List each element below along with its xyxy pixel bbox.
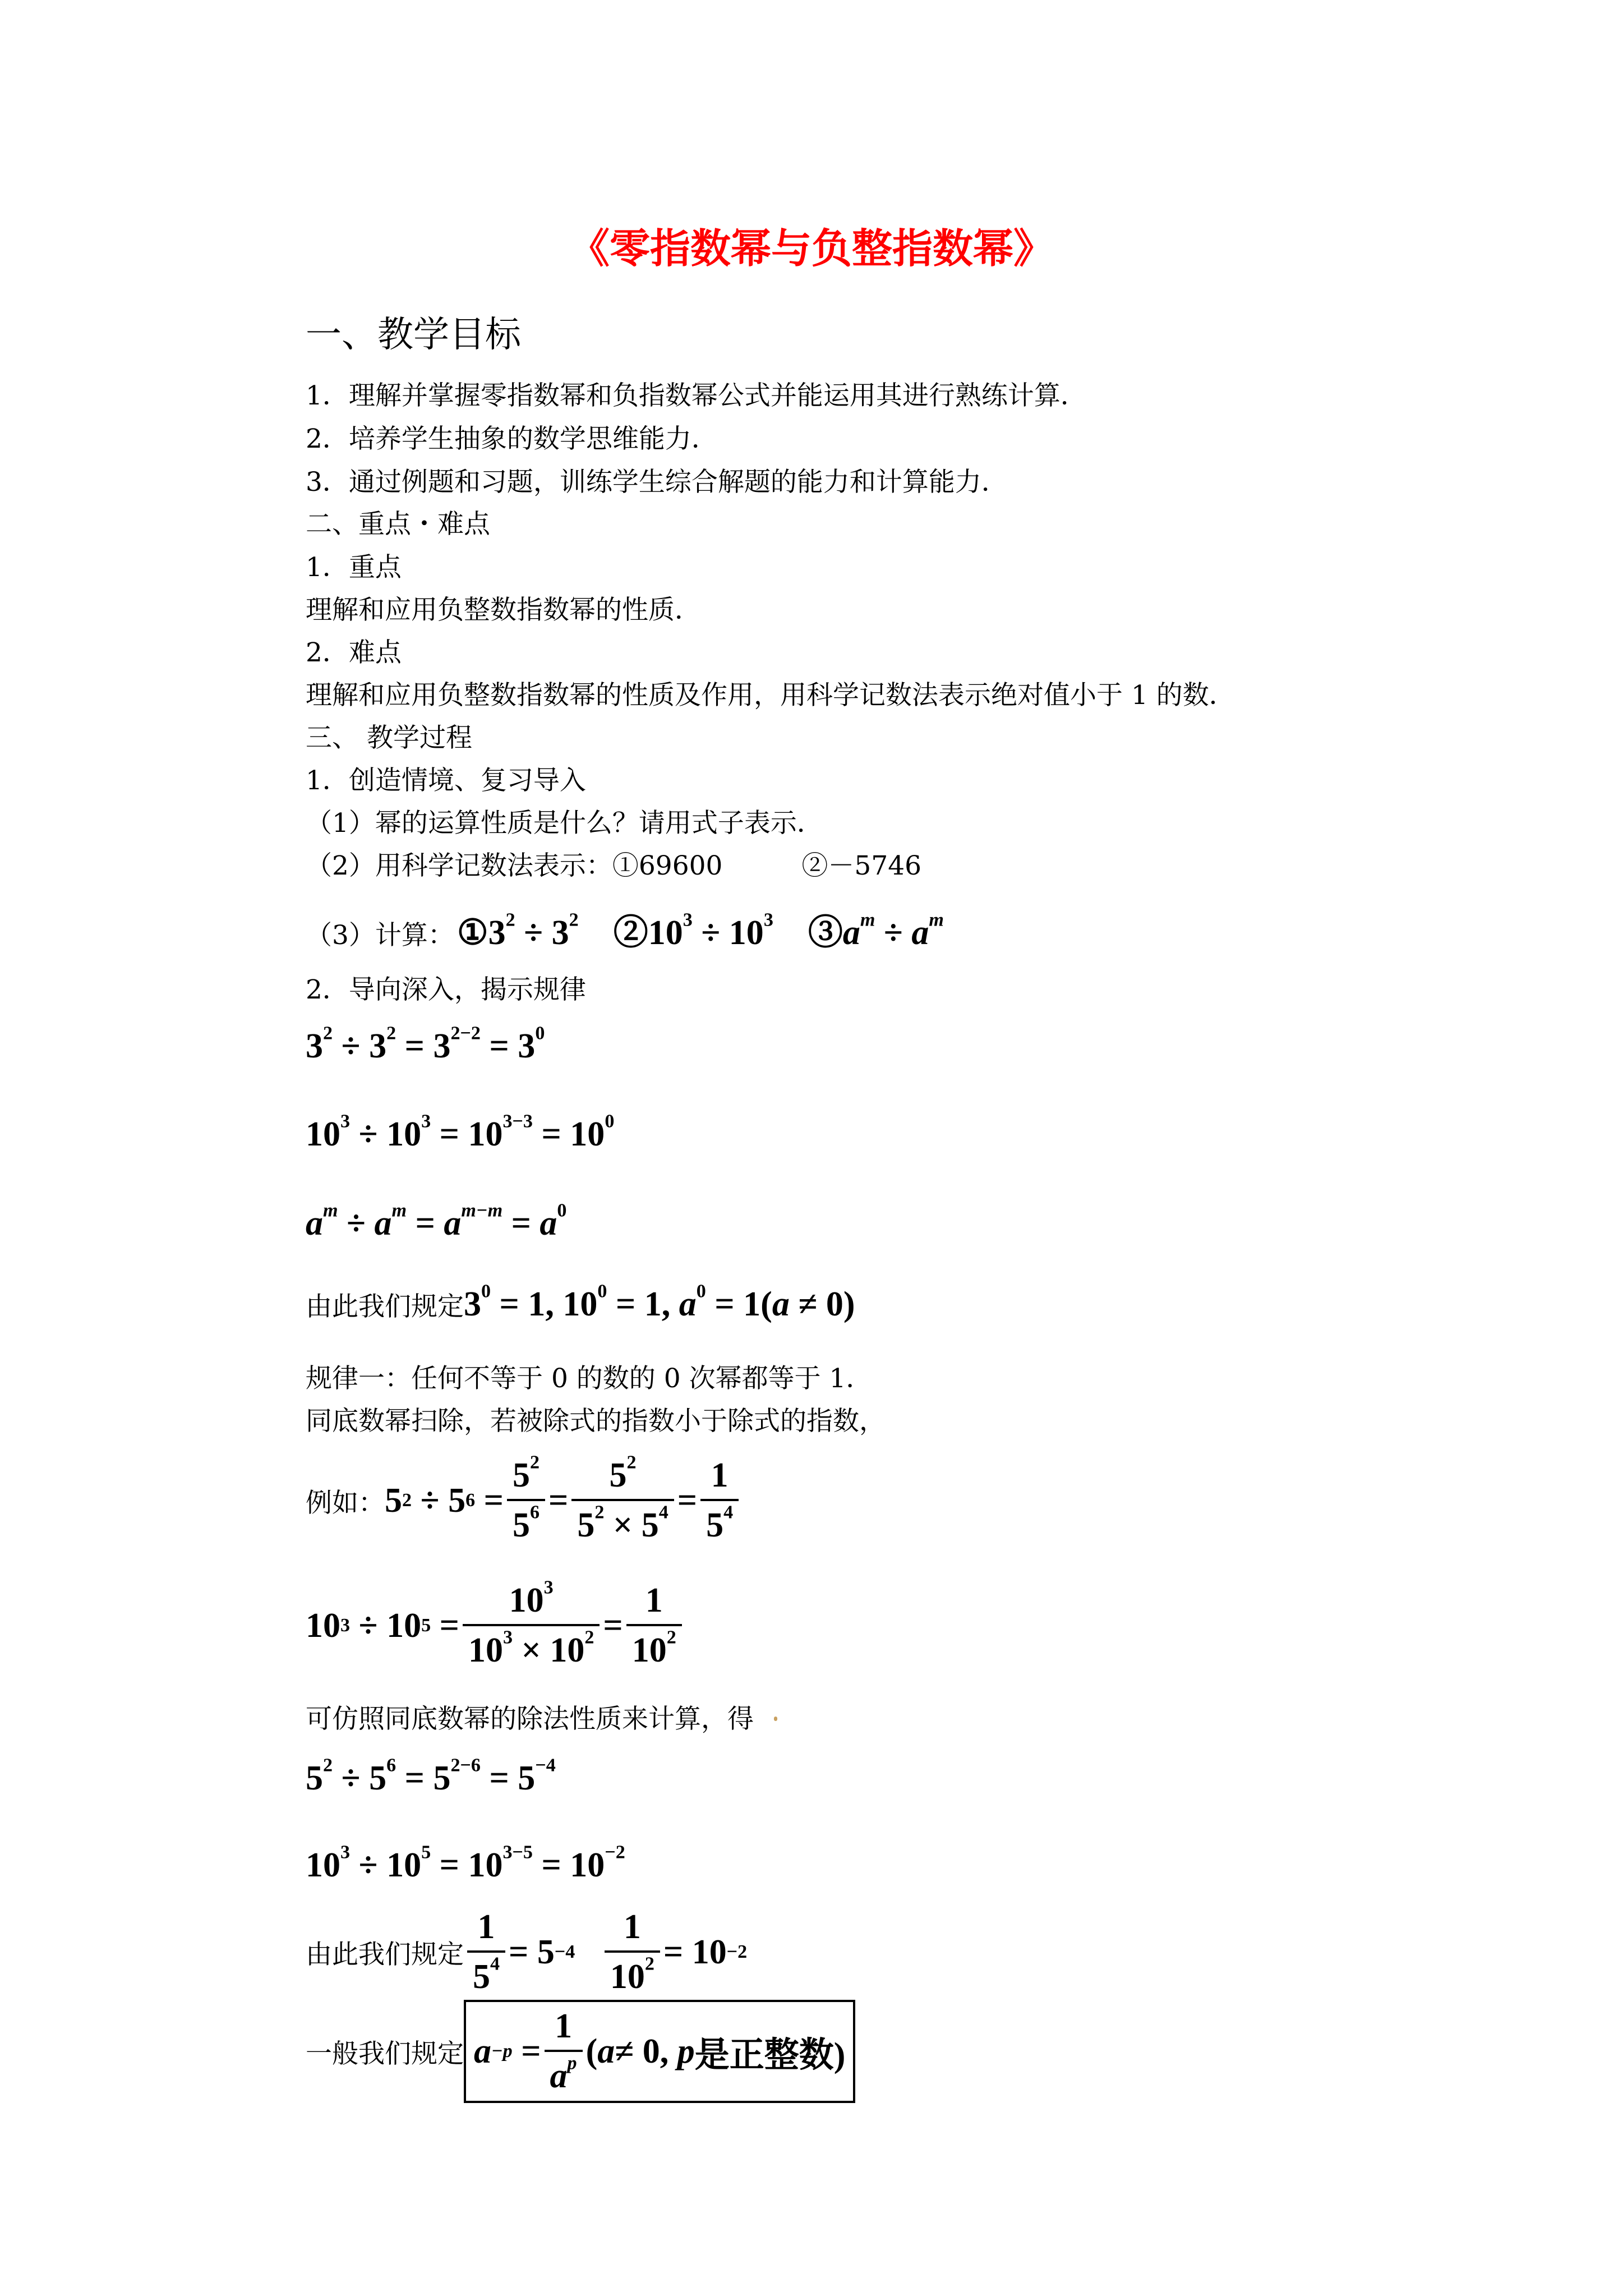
formula-negative-5: $5^2 \div 5^6 = 5^{2-6} = 5^{-4}$	[306, 1755, 556, 1797]
objective-item-1: 1．理解并掌握零指数幂和负指数幂公式并能运用其进行熟练计算．	[306, 380, 1087, 411]
key-point-text: 理解和应用负整数指数幂的性质．	[306, 595, 701, 625]
negative-definition-formula: $\frac{1}{5^4}$ = 5 −4 $\frac{1}{10^2}$ = 10 −2	[464, 1907, 747, 1997]
section-heading-objectives: 一、教学目标	[306, 314, 521, 356]
key-point-label: 1．重点	[306, 552, 402, 583]
formula-power-a-zero: $a^m \div a^m = a^{m-m} = a^0$	[306, 1200, 567, 1243]
example-label: 例如：	[306, 1487, 385, 1519]
general-definition	[306, 2000, 855, 2103]
example-5-formula: 5 2 ÷ 5 6 = $\frac{5^2}{5^6}$ = $\frac{5^2}{5^2 \times 5^4}$ = $\frac{1}{5^4}$	[385, 1456, 742, 1545]
imitate-text: 可仿照同底数幂的除法性质来计算，得	[306, 1704, 754, 1734]
rule-one: 规律一：任何不等于 0 的数的 0 次幂都等于 1．	[306, 1363, 873, 1394]
difficult-point-text: 理解和应用负整数指数幂的性质及作用，用科学记数法表示绝对值小于 1 的数．	[306, 680, 1235, 711]
question-1: （1）幂的运算性质是什么？请用式子表示．	[306, 808, 823, 839]
document-title: 《零指数幂与负整指数幂》	[569, 224, 1054, 272]
difficult-point-label: 2．难点	[306, 637, 402, 668]
general-definition-condition: 是正整数)	[694, 2036, 846, 2074]
question-2: （2）用科学记数法表示：①69600 ②－5746	[306, 850, 922, 881]
scan-speck	[774, 1717, 777, 1721]
rule-one-continued: 同底数幂扫除，若被除式的指数小于除式的指数，	[306, 1406, 886, 1437]
section-heading-keypoints: 二、重点・难点	[306, 509, 490, 540]
formula-power-3-zero: $3^2 \div 3^2 = 3^{2-2} = 3^0$	[306, 1023, 545, 1065]
zero-exponent-definition	[306, 1281, 855, 1324]
step-2-heading: 2．导向深入，揭示规律	[306, 974, 586, 1005]
zero-definition-formula: $3^0 = 1$, $10^0 = 1$, $a^0 = 1(a \ne 0)$	[464, 1281, 855, 1323]
negative-exponent-definition	[306, 1907, 747, 1997]
example-power-10: 10 3 ÷ 10 5 = $\frac{10^3}{10^3 \times 10^2}$ = $\frac{1}{10^2}$	[306, 1581, 685, 1671]
formula-power-10-zero: $10^3 \div 10^3 = 10^{3-3} = 10^0$	[306, 1111, 615, 1153]
question-3-formulas: $①3^2 \div 3^2$ $②10^3 \div 10^3$ $③a^m \div a^m$	[457, 909, 944, 952]
example-power-5	[306, 1452, 742, 1545]
question-3-label: （3）计算：	[306, 920, 454, 951]
question-3	[306, 904, 944, 954]
objective-item-2: 2．培养学生抽象的数学思维能力．	[306, 424, 718, 454]
objective-item-3: 3．通过例题和习题，训练学生综合解题的能力和计算能力．	[306, 467, 1008, 498]
section-heading-process: 三、 教学过程	[306, 723, 472, 753]
zero-definition-label: 由此我们规定	[306, 1291, 464, 1322]
general-definition-label: 一般我们规定	[306, 2038, 464, 2069]
formula-negative-10: $10^3 \div 10^5 = 10^{3-5} = 10^{-2}$	[306, 1842, 625, 1884]
general-definition-boxed-formula: a −p = $\frac{1}{a^p}$ ( a ≠ 0, p 是正整数)	[464, 2000, 855, 2103]
negative-definition-label: 由此我们规定	[306, 1939, 464, 1970]
step-1-heading: 1．创造情境、复习导入	[306, 765, 586, 796]
